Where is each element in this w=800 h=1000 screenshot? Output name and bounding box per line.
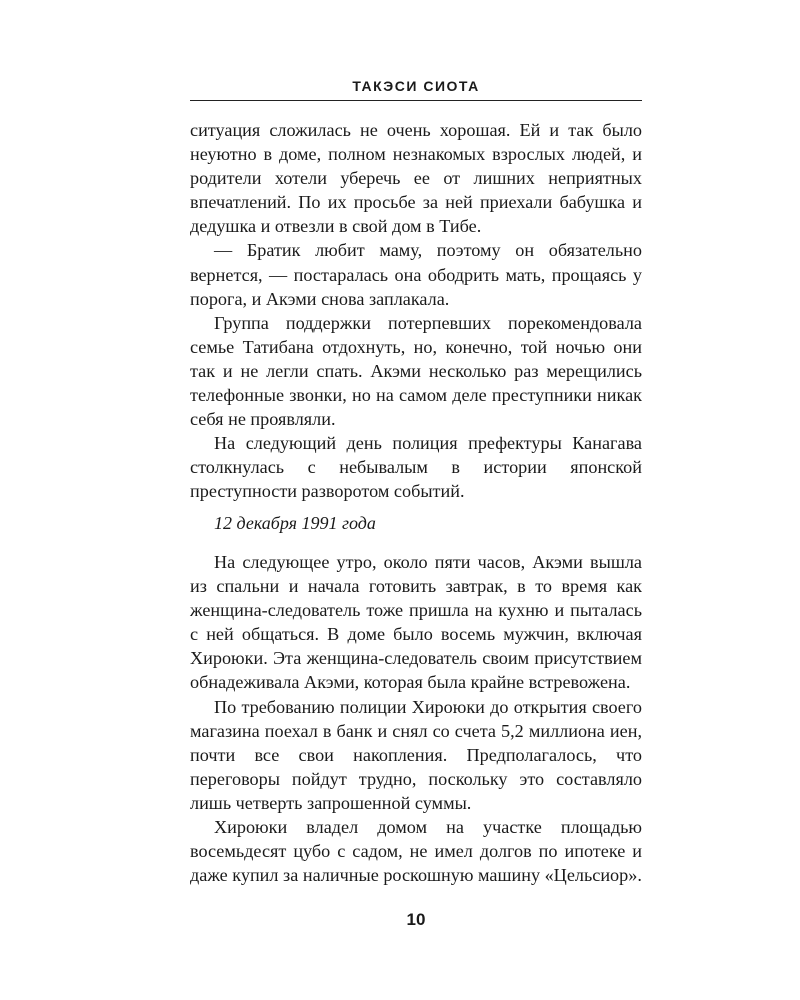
paragraph: Хироюки владел домом на участке площадью восемьдесят цубо с садом, не имел долгов по ипотеке и даже купил за наличные роскошную машину «Цельсиор». [190, 817, 642, 886]
text-section-one [190, 118, 642, 504]
page-number: 10 [406, 910, 426, 929]
paragraph: Группа поддержки потерпевших порекомендовала семье Татибана отдохнуть, но, конечно, той ночью они так и не легли спать. Акэми несколько раз мерещились телефонные звонки, но на самом деле преступники никак себя не проявляли. [190, 312, 642, 430]
paragraph: ситуация сложилась не очень хорошая. Ей и так было неуютно в доме, полном незнакомых взрослых людей, и родители хотели уберечь ее от лишних неприятных впечатлений. По их просьбе за ней приехали бабушка и дедушка и отвезли в свой дом в Тибе. [190, 120, 642, 237]
date-heading: 12 декабря 1991 года [214, 513, 376, 533]
running-title: ТАКЭСИ СИОТА [352, 78, 480, 94]
paragraph: На следующее утро, около пяти часов, Акэми вышла из спальни и начала готовить завтрак, в то время как женщина-следователь тоже пришла на кухню и пыталась с ней общаться. В доме было восемь мужчин, включая Хироюки. Эта женщина-следователь своим присутствием обнадеживала Акэми, которая была крайне встревожена. [190, 552, 642, 693]
paragraph: На следующий день полиция префектуры Канагава столкнулась с небывалым в истории японской преступности разворотом событий. [190, 433, 642, 502]
header-rule [190, 100, 642, 101]
text-section-two [190, 550, 642, 887]
paragraph: — Братик любит маму, поэтому он обязательно вернется, — постаралась она ободрить мать, прощаясь у порога, и Акэми снова заплакала. [190, 240, 642, 309]
paragraph: По требованию полиции Хироюки до открытия своего магазина поехал в банк и снял со счета 5,2 миллиона иен, почти все свои накопления. Предполагалось, что переговоры пойдут трудно, поскольку это составляло лишь четверть запрошенной суммы. [190, 696, 642, 813]
